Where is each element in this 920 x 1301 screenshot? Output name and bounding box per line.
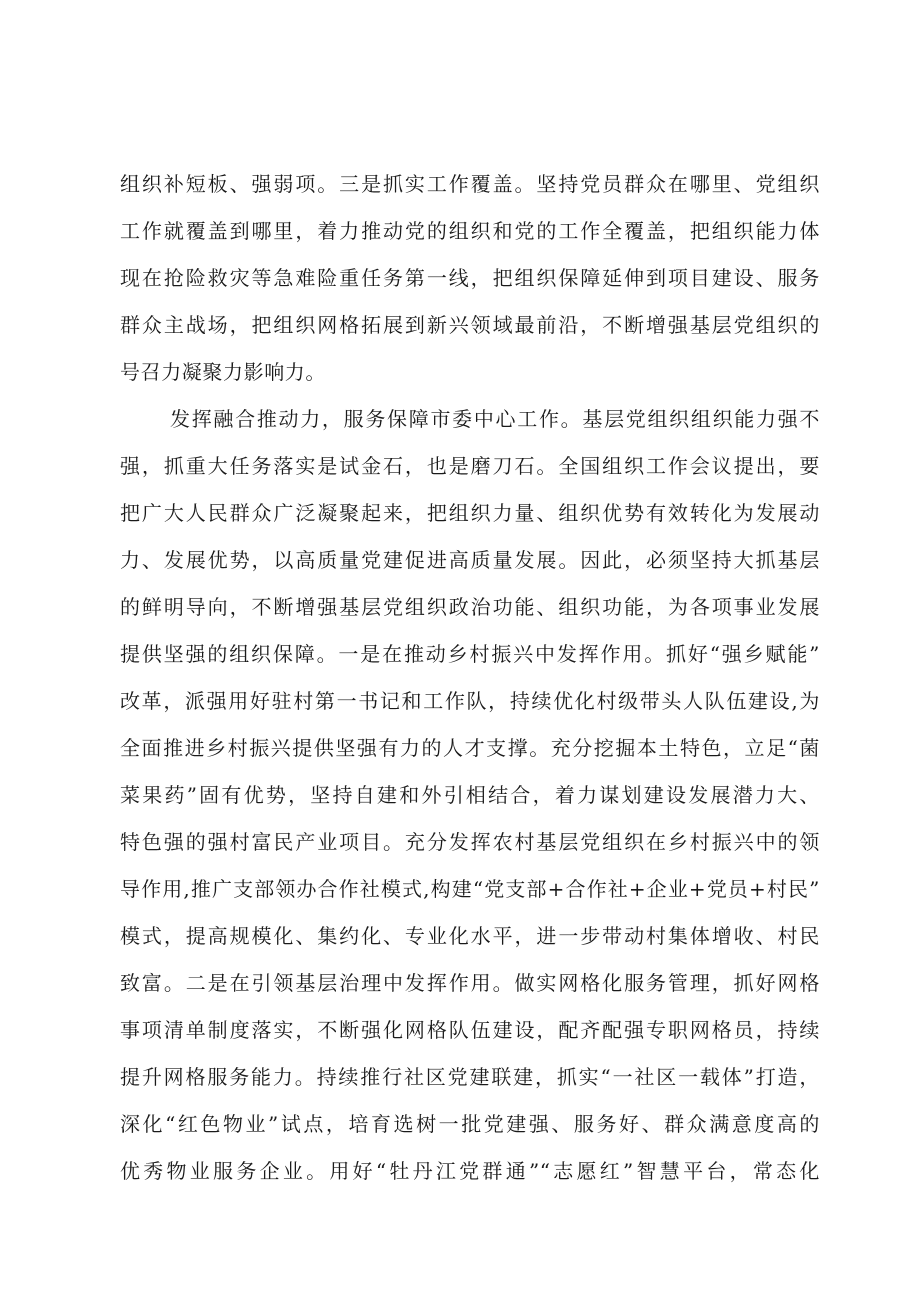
text-line: 强，抓重大任务落实是试金石，也是磨刀石。全国组织工作会议提出，要 (120, 454, 820, 478)
text-line: 提供坚强的组织保障。一是在推动乡村振兴中发挥作用。抓好“强乡赋能” (120, 642, 820, 666)
paragraph-first-line: 发挥融合推动力，服务保障市委中心工作。基层党组织组织能力强不 (170, 407, 820, 431)
text-line: 现在抢险救灾等急难险重任务第一线，把组织保障延伸到项目建设、服务 (120, 266, 820, 290)
text-line: 特色强的强村富民产业项目。充分发挥农村基层党组织在乡村振兴中的领 (120, 830, 820, 854)
text-line: 改革，派强用好驻村第一书记和工作队，持续优化村级带头人队伍建设,为 (120, 689, 820, 713)
text-line: 事项清单制度落实，不断强化网格队伍建设，配齐配强专职网格员，持续 (120, 1018, 820, 1042)
text-line: 组织补短板、强弱项。三是抓实工作覆盖。坚持党员群众在哪里、党组织 (120, 172, 820, 196)
text-line: 致富。二是在引领基层治理中发挥作用。做实网格化服务管理，抓好网格 (120, 971, 820, 995)
text-line: 把广大人民群众广泛凝聚起来，把组织力量、组织优势有效转化为发展动 (120, 501, 820, 525)
text-line: 模式，提高规模化、集约化、专业化水平，进一步带动村集体增收、村民 (120, 924, 820, 948)
text-line: 力、发展优势，以高质量党建促进高质量发展。因此，必须坚持大抓基层 (120, 548, 820, 572)
text-line: 提升网格服务能力。持续推行社区党建联建，抓实“一社区一载体”打造， (120, 1065, 820, 1089)
text-line: 菜果药”固有优势，坚持自建和外引相结合，着力谋划建设发展潜力大、 (120, 783, 820, 807)
text-line: 优秀物业服务企业。用好“牡丹江党群通”“志愿红”智慧平台，常态化 (120, 1159, 820, 1183)
text-line: 工作就覆盖到哪里，着力推动党的组织和党的工作全覆盖，把组织能力体 (120, 219, 820, 243)
text-line: 群众主战场，把组织网格拓展到新兴领域最前沿，不断增强基层党组织的 (120, 313, 820, 337)
text-line: 的鲜明导向，不断增强基层党组织政治功能、组织功能，为各项事业发展 (120, 595, 820, 619)
text-line: 导作用,推广支部领办合作社模式,构建“党支部+合作社+企业+党员+村民” (120, 877, 820, 901)
text-line: 号召力凝聚力影响力。 (120, 360, 326, 384)
text-line: 深化“红色物业”试点，培育选树一批党建强、服务好、群众满意度高的 (120, 1112, 820, 1136)
text-line: 全面推进乡村振兴提供坚强有力的人才支撑。充分挖掘本土特色，立足“菌 (120, 736, 820, 760)
